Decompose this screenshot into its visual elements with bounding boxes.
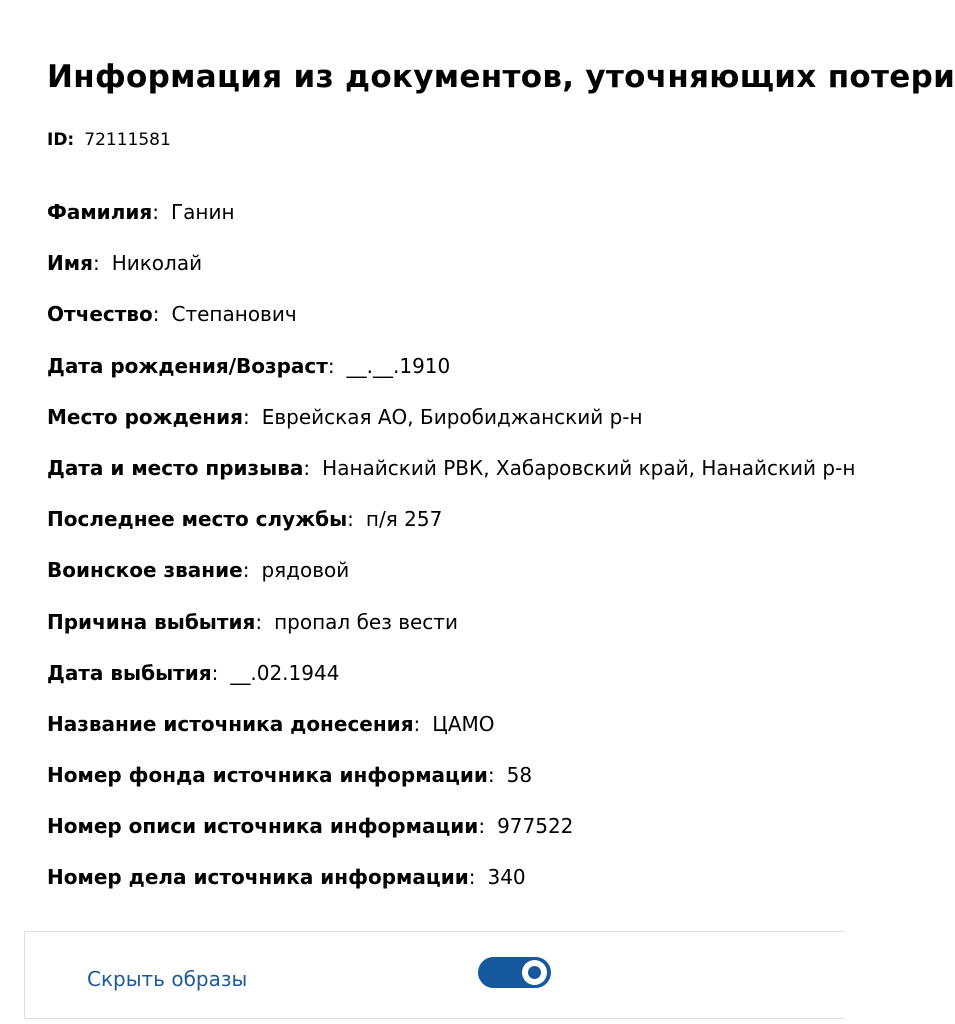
field-label: Номер дела источника информации [47, 865, 469, 890]
field-label: Номер фонда источника информации [47, 763, 488, 788]
record-id-label: ID: [47, 130, 75, 150]
record-id [47, 129, 171, 151]
field-label: Отчество [47, 302, 153, 327]
page-title: Информация из документов, уточняющих потери [47, 59, 955, 95]
toggle-knob [522, 960, 547, 985]
hide-images-link[interactable]: Скрыть образы [87, 967, 248, 991]
field-report-source [47, 711, 855, 762]
field-value: Николай [111, 251, 203, 276]
field-patronymic [47, 301, 855, 352]
field-colon: : [242, 404, 250, 429]
field-birth-place [47, 404, 855, 455]
field-colon: : [303, 455, 311, 480]
field-colon: : [152, 302, 160, 327]
field-colon: : [347, 507, 354, 532]
field-value: Степанович [171, 302, 297, 327]
field-colon: : [327, 353, 335, 378]
field-birth-date [47, 353, 855, 404]
record-id-value: 72111581 [84, 130, 171, 150]
field-colon: : [413, 711, 421, 736]
field-value: 340 [487, 865, 526, 890]
field-value: п/я 257 [365, 507, 443, 532]
field-label: Название источника донесения [47, 711, 414, 736]
field-military-rank [47, 557, 855, 608]
field-label: Фамилия [47, 200, 153, 224]
field-colon: : [152, 200, 159, 224]
field-label: Дата и место призыва [47, 455, 304, 480]
field-colon: : [468, 865, 476, 890]
field-colon: : [92, 251, 100, 276]
field-conscription [47, 455, 855, 506]
field-colon: : [211, 660, 219, 685]
field-surname [47, 199, 855, 250]
field-label: Дата рождения/Возраст [47, 353, 328, 378]
field-last-service-place [47, 506, 855, 557]
field-inventory-number [47, 813, 855, 864]
field-label: Номер описи источника информации [47, 814, 479, 839]
field-value: __.__.1910 [346, 353, 451, 378]
field-loss-reason [47, 609, 855, 660]
field-label: Имя [47, 251, 93, 276]
field-value: ЦАМО [432, 711, 495, 736]
field-file-number [47, 864, 855, 915]
field-value: 977522 [497, 814, 574, 839]
images-toggle[interactable] [478, 957, 551, 988]
field-label: Место рождения [47, 404, 243, 429]
images-panel [24, 931, 844, 1019]
field-label: Воинское звание [47, 558, 243, 583]
field-label: Последнее место службы [47, 507, 348, 532]
field-first-name [47, 250, 855, 301]
field-loss-date [47, 660, 855, 711]
field-value: Ганин [170, 200, 235, 224]
field-value: Нанайский РВК, Хабаровский край, Нанайский р-н [322, 455, 856, 480]
field-label: Дата выбытия [47, 660, 212, 685]
field-value: 58 [506, 763, 533, 788]
field-label: Причина выбытия [47, 609, 256, 634]
field-colon: : [478, 814, 486, 839]
field-value: Еврейская АО, Биробиджанский р-н [261, 404, 643, 429]
field-fond-number [47, 762, 855, 813]
field-colon: : [242, 558, 250, 583]
field-colon: : [255, 609, 263, 634]
field-value: рядовой [261, 558, 350, 583]
field-value: пропал без вести [274, 609, 458, 634]
field-colon: : [487, 763, 495, 788]
info-fields-list [47, 199, 855, 916]
field-value: __.02.1944 [230, 660, 340, 685]
